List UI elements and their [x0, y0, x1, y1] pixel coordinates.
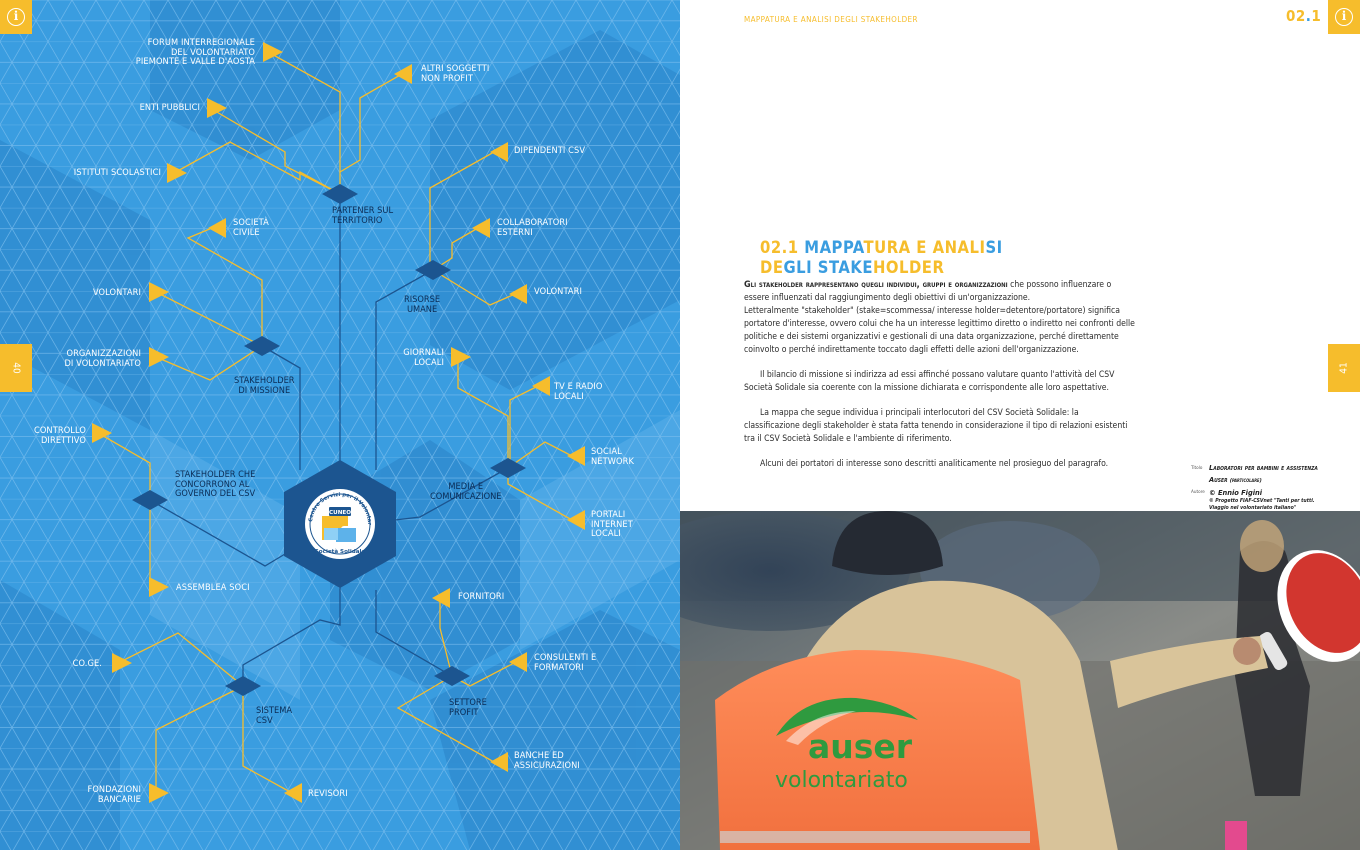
credit-title-value: Laboratori per bambini e assistenza	[1209, 463, 1318, 472]
leaf-controllo-direttivo: CONTROLLO DIRETTIVO	[33, 425, 86, 446]
heading-line2-segment: GLI STAKE	[783, 258, 873, 277]
credit-project-2: Viaggio nel volontariato italiano"	[1209, 504, 1297, 511]
running-head: MAPPATURA E ANALISI DEGLI STAKEHOLDER	[744, 15, 918, 24]
info-tab	[0, 0, 32, 34]
leaf-consulenti: CONSULENTI E FORMATORI	[534, 652, 597, 673]
heading-line1-segment: TURA E ANALI	[863, 238, 986, 257]
paragraph-2: Letteralmente "stakeholder" (stake=scommessa/ interesse holder=detentore/portatore) significa portatore d'interesse, ovvero colui che ha un interesse legittimo diretto o indiretto nei confronti delle politiche e dei sistemi organizzativi e gestionali di una data organizzazione, perché direttamente coinvolto o perché indirettamente toccato dagli effetti delle azioni dell'organizzazione.	[744, 306, 1135, 356]
page-number: 40	[10, 362, 22, 374]
heading-line1-segment: MAPPA	[804, 238, 864, 257]
lead-in: Gli stakeholder rappresentano quegli individui, gruppi e organizzazioni	[744, 280, 1008, 290]
leaf-social-network: SOCIAL NETWORK	[591, 446, 634, 467]
vest-sub: volontariato	[775, 768, 908, 793]
leaf-volontari-missione: VOLONTARI	[92, 287, 141, 298]
paragraph-4: La mappa che segue individua i principali interlocutori del CSV Società Solidale: la classificazione degli stakeholder è stata fatta tenendo in considerazione il tipo di relazioni esistenti tra il CSV Società Solidale e l'ambiente di riferimento.	[744, 407, 1128, 445]
page-number-tab	[0, 344, 32, 392]
leaf-forum: FORUM INTERREGIONALE DEL VOLONTARIATO PIEMONTE E VALLE D'AOSTA	[135, 37, 255, 68]
info-tab-right	[1328, 0, 1360, 34]
leaf-volontari-risorse: VOLONTARI	[534, 286, 583, 297]
heading-line1-segment: SI	[985, 238, 1003, 257]
page-number-tab-right	[1328, 344, 1360, 392]
heading-line2-segment: HOLDER	[872, 258, 945, 277]
section-number-minor: 1	[1311, 7, 1322, 25]
right-page-text	[680, 0, 1360, 850]
section-heading	[760, 238, 1003, 278]
logo-bottom-text: Società Solidale	[314, 549, 366, 555]
heading-line-2	[760, 258, 1003, 278]
logo-ring-text: Centro Servizi per il Volontar	[308, 491, 373, 526]
heading-line2-segment: DE	[760, 258, 784, 277]
leaf-societa-civile: SOCIETÀ CIVILE	[233, 217, 269, 238]
hub-sistema-csv: SISTEMA CSV	[256, 705, 292, 726]
leaf-banche: BANCHE ED ASSICURAZIONI	[514, 750, 580, 771]
hub-partner-territorio: PARTENER SUL TERRITORIO	[332, 205, 394, 226]
hub-risorse-umane: RISORSE UMANE	[404, 294, 441, 315]
section-number	[1286, 7, 1321, 25]
info-icon: i	[1335, 8, 1353, 26]
leaf-portali: PORTALI INTERNET LOCALI	[591, 509, 633, 540]
credit-title-value-2: Auser	[1209, 474, 1228, 484]
credit-title-key: Titolo	[1191, 465, 1203, 471]
credit-project-1: © Progetto FIAF-CSVnet "Tanti per tutti.	[1209, 498, 1315, 504]
hub-media-comunicazione: MEDIA E COMUNICAZIONE	[430, 481, 502, 502]
leaf-tv-radio: TV E RADIO LOCALI	[554, 381, 603, 402]
heading-line1-segment: 02.1	[760, 238, 805, 257]
leaf-enti-pubblici: ENTI PUBBLICI	[139, 102, 200, 113]
leaf-istituti-scolastici: ISTITUTI SCOLASTICI	[73, 167, 161, 178]
credit-author-key: Autore	[1191, 490, 1205, 495]
credit-author-value: © Ennio Figini	[1209, 487, 1263, 497]
paragraph-5: Alcuni dei portatori di interesse sono descritti analiticamente nel prosieguo del paragrafo.	[760, 458, 1109, 469]
leaf-altri-soggetti: ALTRI SOGGETTI NON PROFIT	[421, 63, 490, 84]
info-icon: i	[7, 8, 25, 26]
leaf-revisori: REVISORI	[308, 788, 348, 799]
leaf-fornitori: FORNITORI	[458, 591, 505, 602]
logo-badge: CUNEO	[329, 510, 351, 516]
leaf-dipendenti-csv: DIPENDENTI CSV	[514, 145, 586, 156]
section-number-dot: .	[1305, 7, 1312, 25]
leaf-assemblea-soci: ASSEMBLEA SOCI	[176, 582, 250, 593]
photo-volunteer	[680, 511, 1360, 850]
leaf-coge: CO.GE.	[72, 658, 102, 669]
heading-line-1	[760, 238, 1003, 258]
section-number-major: 02	[1286, 7, 1306, 25]
leaf-organizzazioni: ORGANIZZAZIONI DI VOLONTARIATO	[64, 348, 141, 369]
leaf-collaboratori-esterni: COLLABORATORI ESTERNI	[497, 217, 568, 238]
hub-stakeholder-missione: STAKEHOLDER DI MISSIONE	[234, 375, 295, 396]
hub-stakeholder-governo: STAKEHOLDER CHE CONCORRONO AL GOVERNO DEL CSV	[175, 469, 256, 500]
paragraph-3: Il bilancio di missione si indirizza ad essi affinché possano valutare quanto l'attività del CSV Società Solidale sia coerente con la missione dichiarata e corrispondente alle loro aspettative.	[744, 370, 1115, 394]
leaf-giornali-locali: GIORNALI LOCALI	[403, 347, 444, 368]
body-text	[744, 279, 1136, 483]
vest-brand: auser	[808, 727, 913, 766]
hub-settore-profit: SETTORE PROFIT	[449, 697, 487, 718]
paragraph-1	[744, 279, 1136, 305]
credit-title-note: (particolare)	[1229, 477, 1262, 484]
page-number: 41	[1338, 362, 1350, 374]
photo-credits	[1191, 462, 1351, 511]
paragraph-1-rest: che possono influenzare o essere influenzati dal raggiungimento degli obiettivi di un'organizzazione.	[744, 280, 1112, 304]
leaf-fondazioni: FONDAZIONI BANCARIE	[87, 784, 141, 805]
